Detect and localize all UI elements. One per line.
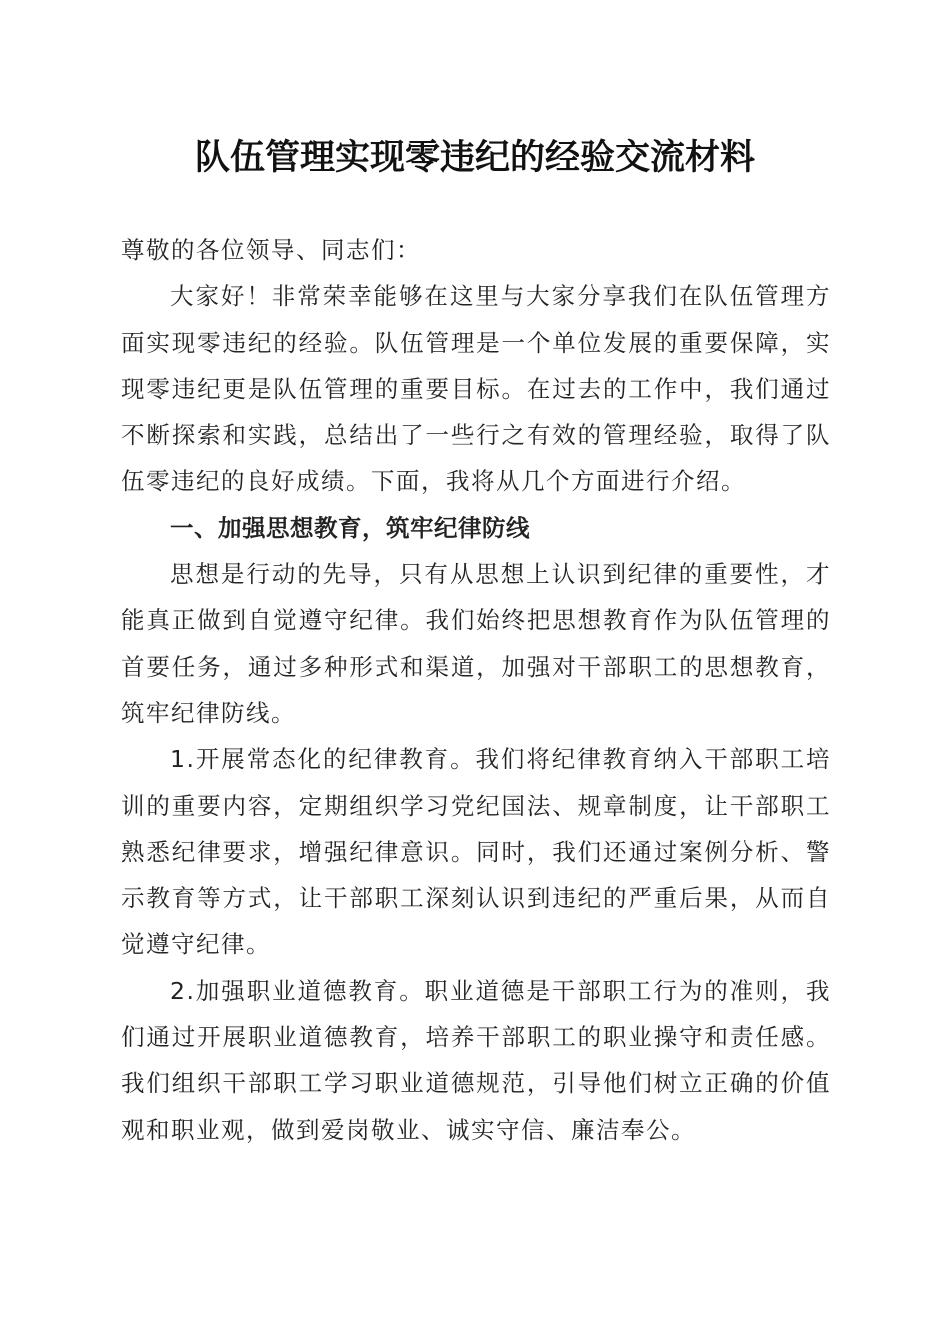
- document-body: [121, 227, 831, 1153]
- list-item: 1.开展常态化的纪律教育。我们将纪律教育纳入干部职工培训的重要内容，定期组织学习党纪国法、规章制度，让干部职工熟悉纪律要求，增强纪律意识。同时，我们还通过案例分析、警示教育等方式，让干部职工深刻认识到违纪的严重后果，从而自觉遵守纪律。: [121, 745, 831, 959]
- section-paragraph: 思想是行动的先导，只有从思想上认识到纪律的重要性，才能真正做到自觉遵守纪律。我们始终把思想教育作为队伍管理的首要任务，通过多种形式和渠道，加强对干部职工的思想教育，筑牢纪律防线。: [121, 560, 831, 727]
- salutation: 尊敬的各位领导、同志们：: [121, 236, 421, 264]
- document-title: 队伍管理实现零违纪的经验交流材料: [194, 137, 755, 178]
- section-heading: 一、加强思想教育，筑牢纪律防线: [170, 513, 530, 542]
- list-item: 2.加强职业道德教育。职业道德是干部职工行为的准则，我们通过开展职业道德教育，培养干部职工的职业操守和责任感。我们组织干部职工学习职业道德规范，引导他们树立正确的价值观和职业观，做到爱岗敬业、诚实守信、廉洁奉公。: [121, 976, 831, 1144]
- intro-paragraph: 大家好！非常荣幸能够在这里与大家分享我们在队伍管理方面实现零违纪的经验。队伍管理是一个单位发展的重要保障，实现零违纪更是队伍管理的重要目标。在过去的工作中，我们通过不断探索和实践，总结出了一些行之有效的管理经验，取得了队伍零违纪的良好成绩。下面，我将从几个方面进行介绍。: [121, 282, 831, 496]
